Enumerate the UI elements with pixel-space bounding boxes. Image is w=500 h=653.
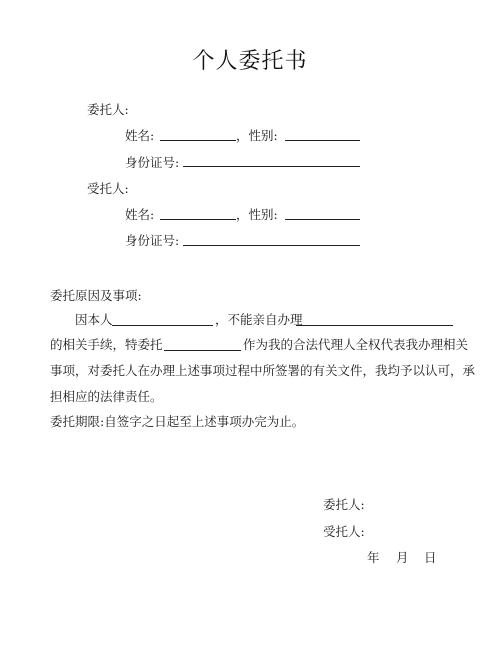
principal-name-label: 姓名: (125, 128, 155, 143)
document-title: 个人委托书 (192, 49, 308, 74)
signature-agent-label: 受托人: (323, 524, 365, 539)
agent-id-label: 身份证号: (125, 233, 180, 248)
reason-header: 委托原因及事项: (50, 288, 142, 303)
entrust-term: 委托期限:自签字之日起至上述事项办完为止。 (50, 414, 305, 429)
reason-line2-prefix: 的相关手续，特委托 (50, 337, 163, 352)
principal-gender-label: ，性别: (236, 128, 278, 143)
principal-header: 委托人: (87, 102, 129, 117)
reason-line4: 担相应的法律责任。 (50, 389, 163, 404)
date-month-label: 月 (396, 550, 409, 565)
agent-gender-label: ，性别: (236, 207, 278, 222)
reason-line1-mid: ，不能亲自办理 (215, 312, 303, 327)
reason-cause-field[interactable] (112, 325, 213, 326)
principal-name-field[interactable] (160, 140, 236, 141)
reason-line1-prefix: 因本人 (75, 312, 113, 327)
agent-name-field[interactable] (160, 219, 236, 220)
principal-gender-field[interactable] (285, 140, 360, 141)
reason-matter-field[interactable] (296, 325, 453, 326)
principal-id-label: 身份证号: (125, 155, 180, 170)
agent-header: 受托人: (87, 181, 129, 196)
agent-gender-field[interactable] (285, 219, 360, 220)
date-day-label: 日 (424, 550, 437, 565)
signature-principal-label: 委托人: (323, 497, 365, 512)
date-year-label: 年 (367, 550, 380, 565)
agent-id-field[interactable] (183, 245, 360, 246)
reason-line3: 事项，对委托人在办理上述事项过程中所签署的有关文件，我均予以认可，承 (50, 363, 476, 378)
reason-line2-suffix: 作为我的合法代理人全权代表我办理相关 (243, 337, 469, 352)
agent-name-label: 姓名: (125, 207, 155, 222)
reason-agent-name-field[interactable] (164, 350, 241, 351)
principal-id-field[interactable] (183, 166, 360, 167)
